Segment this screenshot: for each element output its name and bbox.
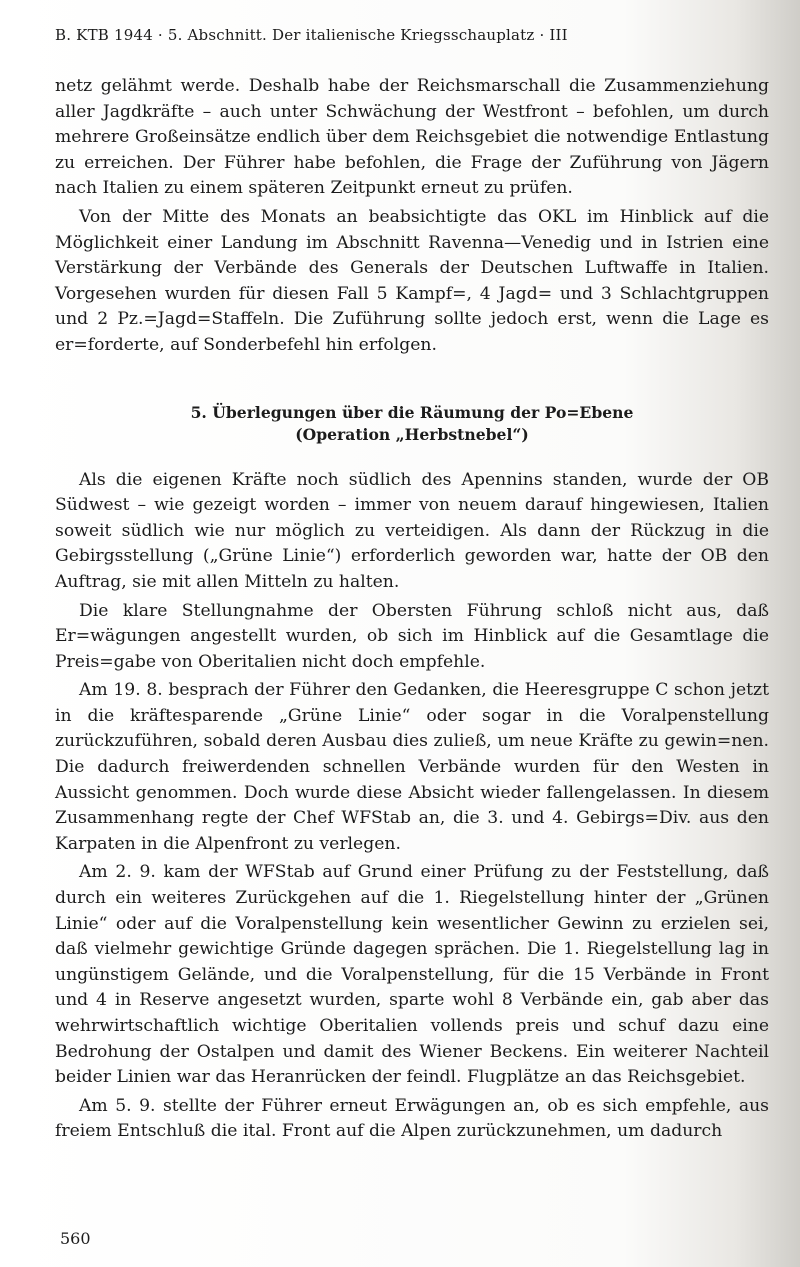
paragraph: Am 19. 8. besprach der Führer den Gedanken, die Heeresgruppe C schon jetzt in die kräftesparende „Grüne Linie“ oder sogar in die Voralpenstellung zurückzuführen, sobald deren Ausbau dies zuließ, um neue Kräfte zu gewin=nen. Die dadurch freiwerdenden schnellen Verbände wurden für den Westen in Aussicht genommen. Doch wurde diese Absicht wieder fallengelassen. In diesem Zusammenhang regte der Chef WFStab an, die 3. und 4. Gebirgs=Div. aus den Karpaten in die Alpenfront zu verlegen. <box>55 680 769 854</box>
section-heading <box>55 402 769 446</box>
paragraph: Von der Mitte des Monats an beabsichtigte das OKL im Hinblick auf die Möglichkeit einer Landung im Abschnitt Ravenna—Venedig und in Istrien eine Verstärkung der Verbände des Generals der Deutschen Luftwaffe in Italien. Vorgesehen wurden für diesen Fall 5 Kampf=, 4 Jagd= und 3 Schlachtgruppen und 2 Pz.=Jagd=Staffeln. Die Zuführung sollte jedoch erst, wenn die Lage es er=forderte, auf Sonderbefehl hin erfolgen. <box>55 206 769 355</box>
running-head: B. KTB 1944 · 5. Abschnitt. Der italienische Kriegsschauplatz · III <box>55 26 568 44</box>
section-heading-subtitle: (Operation „Herbstnebel“) <box>295 424 529 444</box>
paragraph: Als die eigenen Kräfte noch südlich des Apennins standen, wurde der OB Südwest – wie gezeigt worden – immer von neuem darauf hingewiesen, Italien soweit südlich wie nur möglich zu verteidigen. Als dann der Rückzug in die Gebirgsstellung („Grüne Linie“) erforderlich geworden war, hatte der OB den Auftrag, sie mit allen Mitteln zu halten. <box>55 469 769 592</box>
page-number: 560 <box>60 1229 91 1248</box>
body-text <box>55 74 769 1148</box>
paragraph: Die klare Stellungnahme der Obersten Führung schloß nicht aus, daß Er=wägungen angestellt wurden, ob sich im Hinblick auf die Gesamtlage die Preis=gabe von Oberitalien nicht doch empfehle. <box>55 600 769 672</box>
paragraph: Am 2. 9. kam der WFStab auf Grund einer Prüfung zu der Feststellung, daß durch ein weiteres Zurückgehen auf die 1. Riegelstellung hinter der „Grünen Linie“ oder auf die Voralpenstellung kein wesentlicher Gewinn zu erzielen sei, daß vielmehr gewichtige Gründe dagegen sprächen. Die 1. Riegelstellung lag in ungünstigem Gelände, und die Voralpenstellung, für die 15 Verbände in Front und 4 in Reserve angesetzt wurden, sparte wohl 8 Verbände ein, gab aber das wehrwirtschaftlich wichtige Oberitalien vollends preis und schuf dazu eine Bedrohung der Ostalpen und damit des Wiener Beckens. Ein weiterer Nachteil beider Linien war das Heranrücken der feindl. Flugplätze an das Reichsgebiet. <box>55 862 769 1088</box>
section-heading-title: 5. Überlegungen über die Räumung der Po=Ebene <box>190 402 634 422</box>
paragraph-continued: netz gelähmt werde. Deshalb habe der Reichsmarschall die Zusammenziehung aller Jagdkräfte – auch unter Schwächung der Westfront – befohlen, um durch mehrere Großeinsätze endlich über dem Reichsgebiet die notwendige Entlastung zu erreichen. Der Führer habe befohlen, die Frage der Zuführung von Jägern nach Italien zu einem späteren Zeitpunkt erneut zu prüfen. <box>55 76 769 199</box>
paragraph: Am 5. 9. stellte der Führer erneut Erwägungen an, ob es sich empfehle, aus freiem Entschluß die ital. Front auf die Alpen zurückzunehmen, um dadurch <box>55 1095 769 1142</box>
